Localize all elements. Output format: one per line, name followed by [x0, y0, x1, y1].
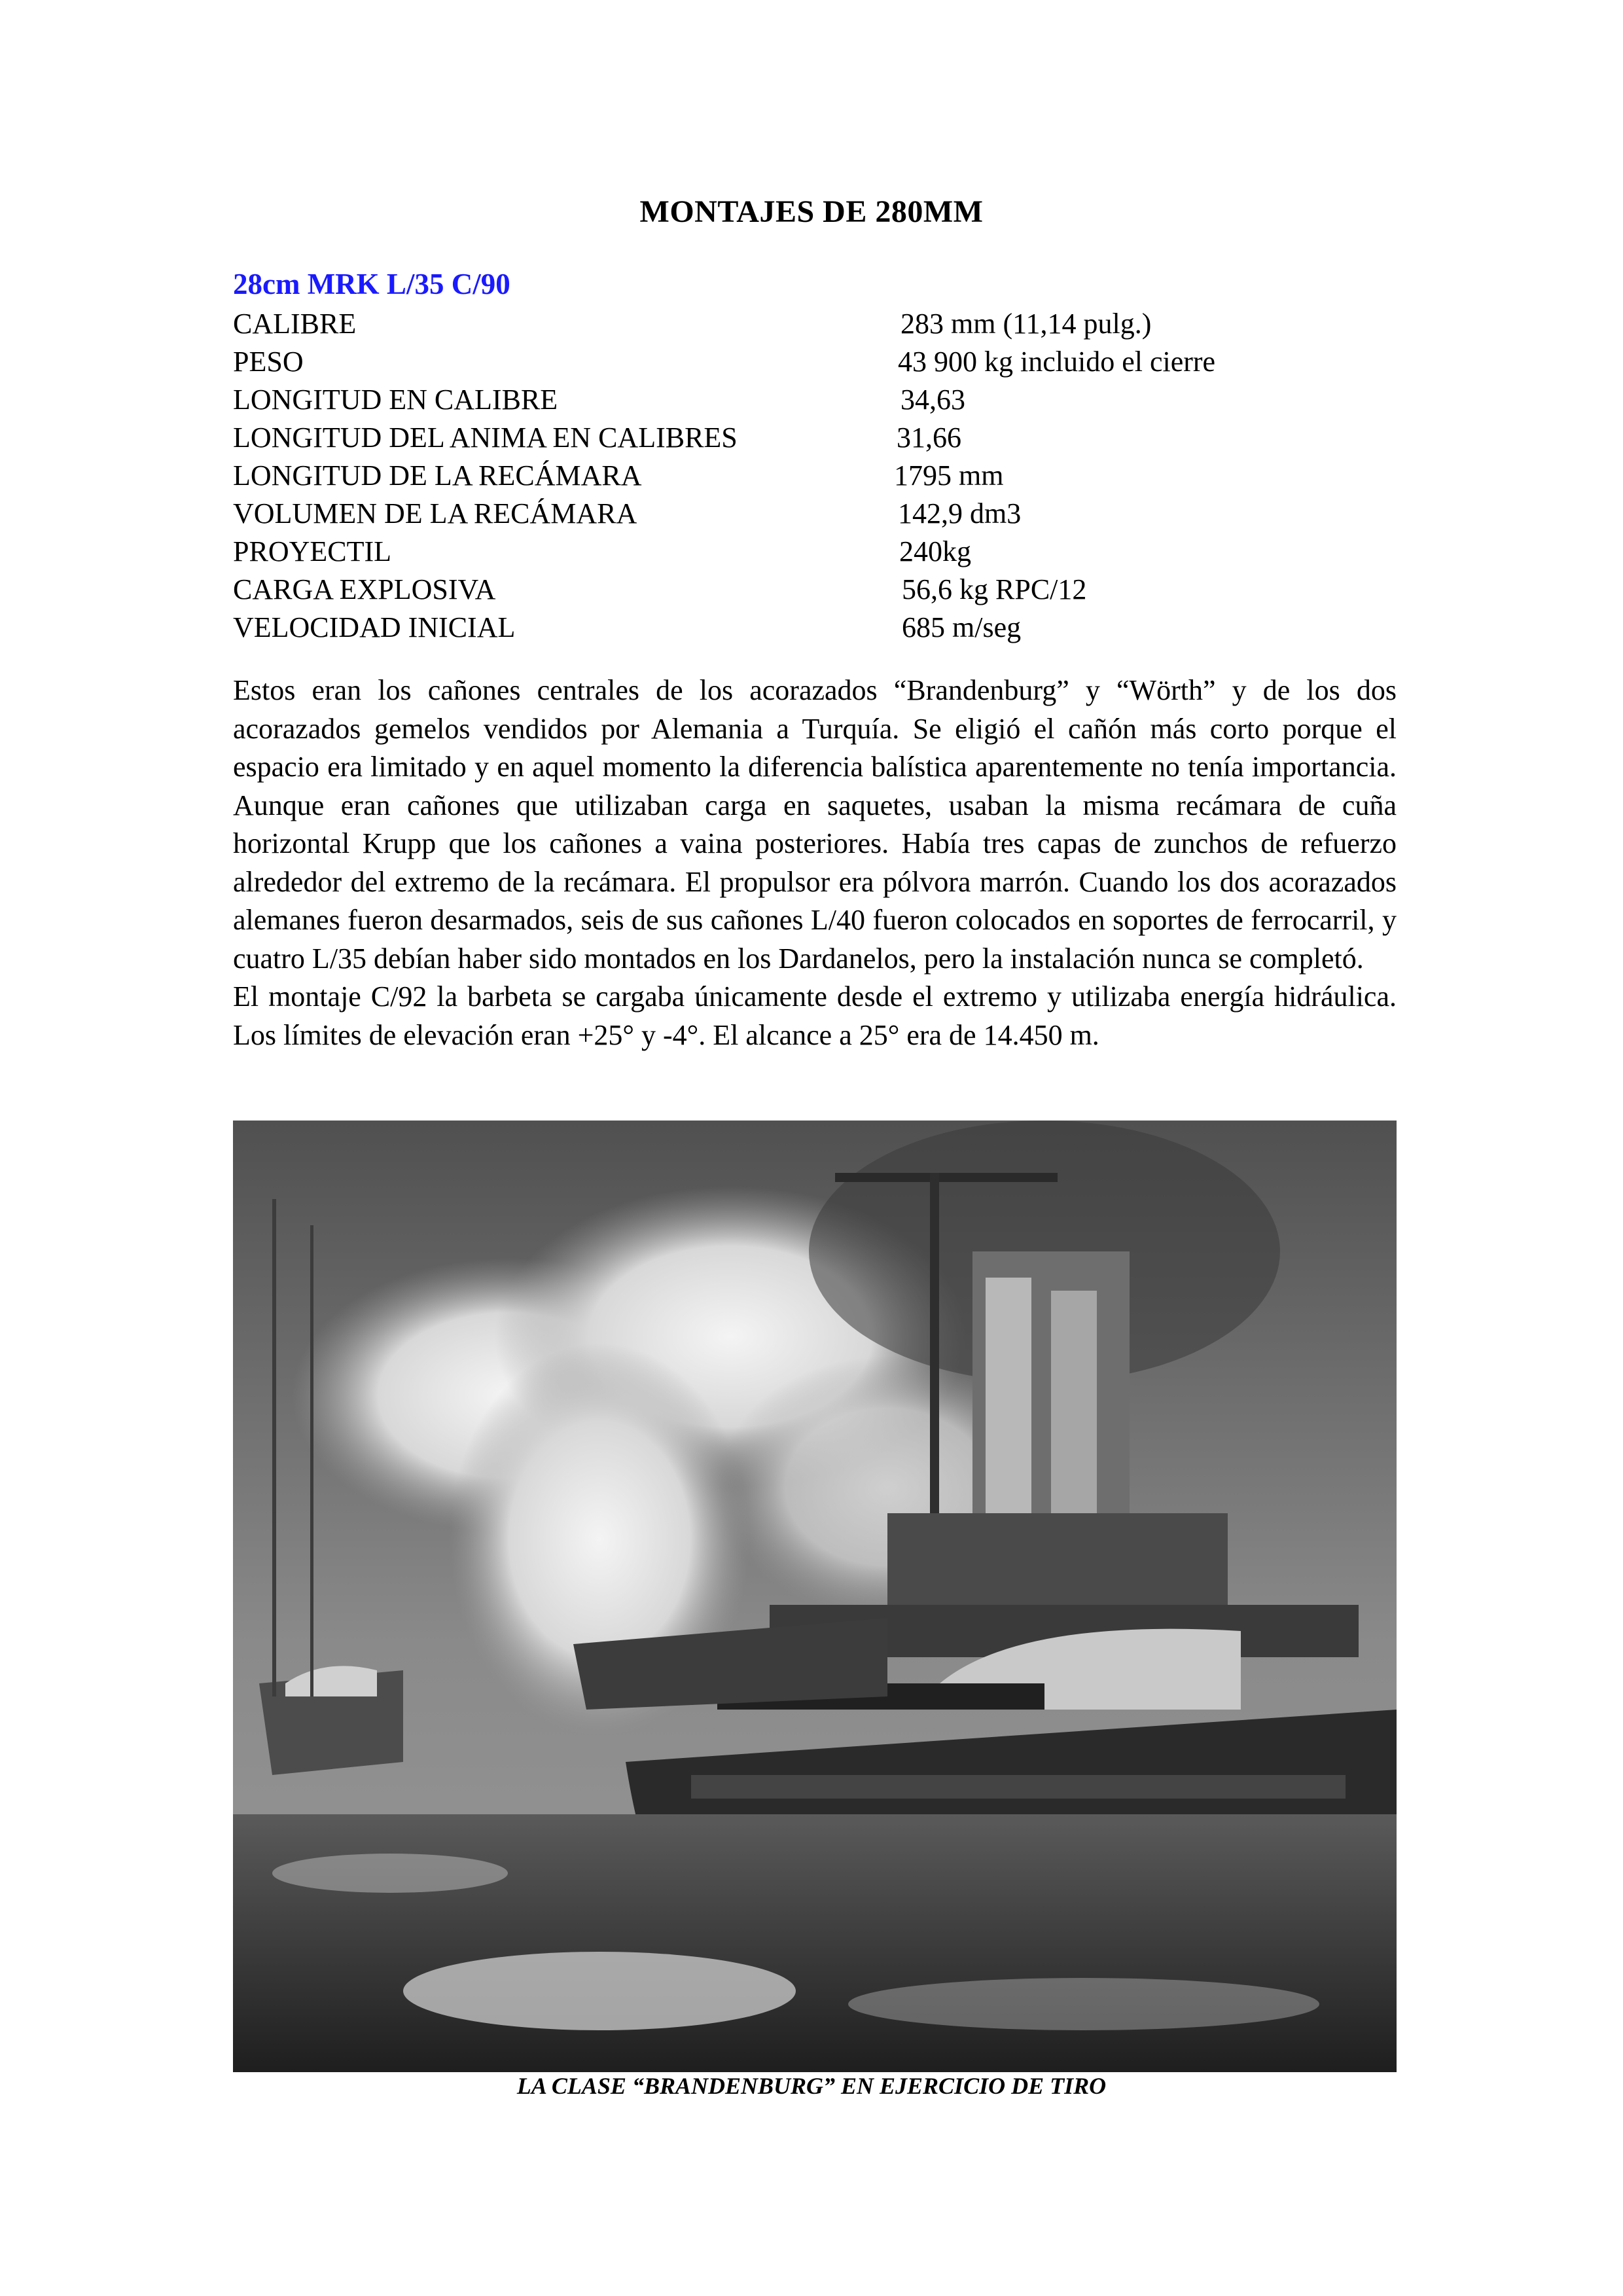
model-heading: 28cm MRK L/35 C/90: [233, 268, 510, 300]
spec-value: 56,6 kg RPC/12: [902, 573, 1087, 605]
battleship-photo: [233, 1121, 1397, 2072]
spec-label: PESO: [233, 346, 304, 378]
spec-row: [233, 571, 1346, 609]
spec-row: [233, 343, 1346, 381]
spec-row: [233, 419, 1346, 457]
spec-value: 142,9 dm3: [898, 497, 1022, 529]
paragraph: El montaje C/92 la barbeta se cargaba únicamente desde el extremo y utilizaba energía hidráulica. Los límites de elevación eran +25° y -4°. El alcance a 25° era de 14.450 m.: [233, 980, 1397, 1051]
photo-caption: LA CLASE “BRANDENBURG” EN EJERCICIO DE TIRO: [516, 2073, 1107, 2099]
spec-label: VOLUMEN DE LA RECÁMARA: [233, 497, 637, 529]
spec-label: PROYECTIL: [233, 535, 391, 567]
spec-value: 685 m/seg: [902, 611, 1022, 643]
paragraph: Estos eran los cañones centrales de los acorazados “Brandenburg” y “Wörth” y de los dos acorazados gemelos vendidos por Alemania a Turquía. Se eligió el cañón más corto porque el espacio era limitado y en aquel momento la diferencia balística aparentemente no tenía importancia. Aunque eran cañones que utilizaban carga en saquetes, usaban la misma recámara de cuña horizontal Krupp que los cañones a vaina posteriores. Había tres capas de zunchos de refuerzo alrededor del extremo de la recámara. El propulsor era pólvora marrón. Cuando los dos acorazados alemanes fueron desarmados, seis de sus cañones L/40 fueron colocados en soportes de ferrocarril, y cuatro L/35 debían haber sido montados en los Dardanelos, pero la instalación nunca se completó.: [233, 674, 1397, 975]
spec-value: 43 900 kg incluido el cierre: [898, 346, 1216, 378]
spec-row: [233, 457, 1346, 495]
spec-row: [233, 609, 1346, 647]
spec-label: LONGITUD DE LA RECÁMARA: [233, 459, 642, 492]
spec-value: 283 mm (11,14 pulg.): [901, 308, 1152, 340]
spec-label: LONGITUD DEL ANIMA EN CALIBRES: [233, 422, 738, 454]
spec-row: [233, 495, 1346, 533]
spec-row: [233, 305, 1346, 343]
spec-value: 34,63: [901, 384, 965, 416]
spec-label: VELOCIDAD INICIAL: [233, 611, 516, 643]
spec-row: [233, 381, 1346, 419]
spec-value: 1795 mm: [894, 459, 1004, 492]
spec-row: [233, 533, 1346, 571]
body-text: [233, 672, 1397, 1054]
spec-label: CALIBRE: [233, 308, 357, 340]
spec-value: 240kg: [899, 535, 971, 567]
spec-label: CARGA EXPLOSIVA: [233, 573, 496, 605]
spec-value: 31,66: [897, 422, 961, 454]
spec-label: LONGITUD EN CALIBRE: [233, 384, 558, 416]
spec-table: [233, 305, 1346, 647]
page-title: MONTAJES DE 280MM: [639, 194, 984, 229]
